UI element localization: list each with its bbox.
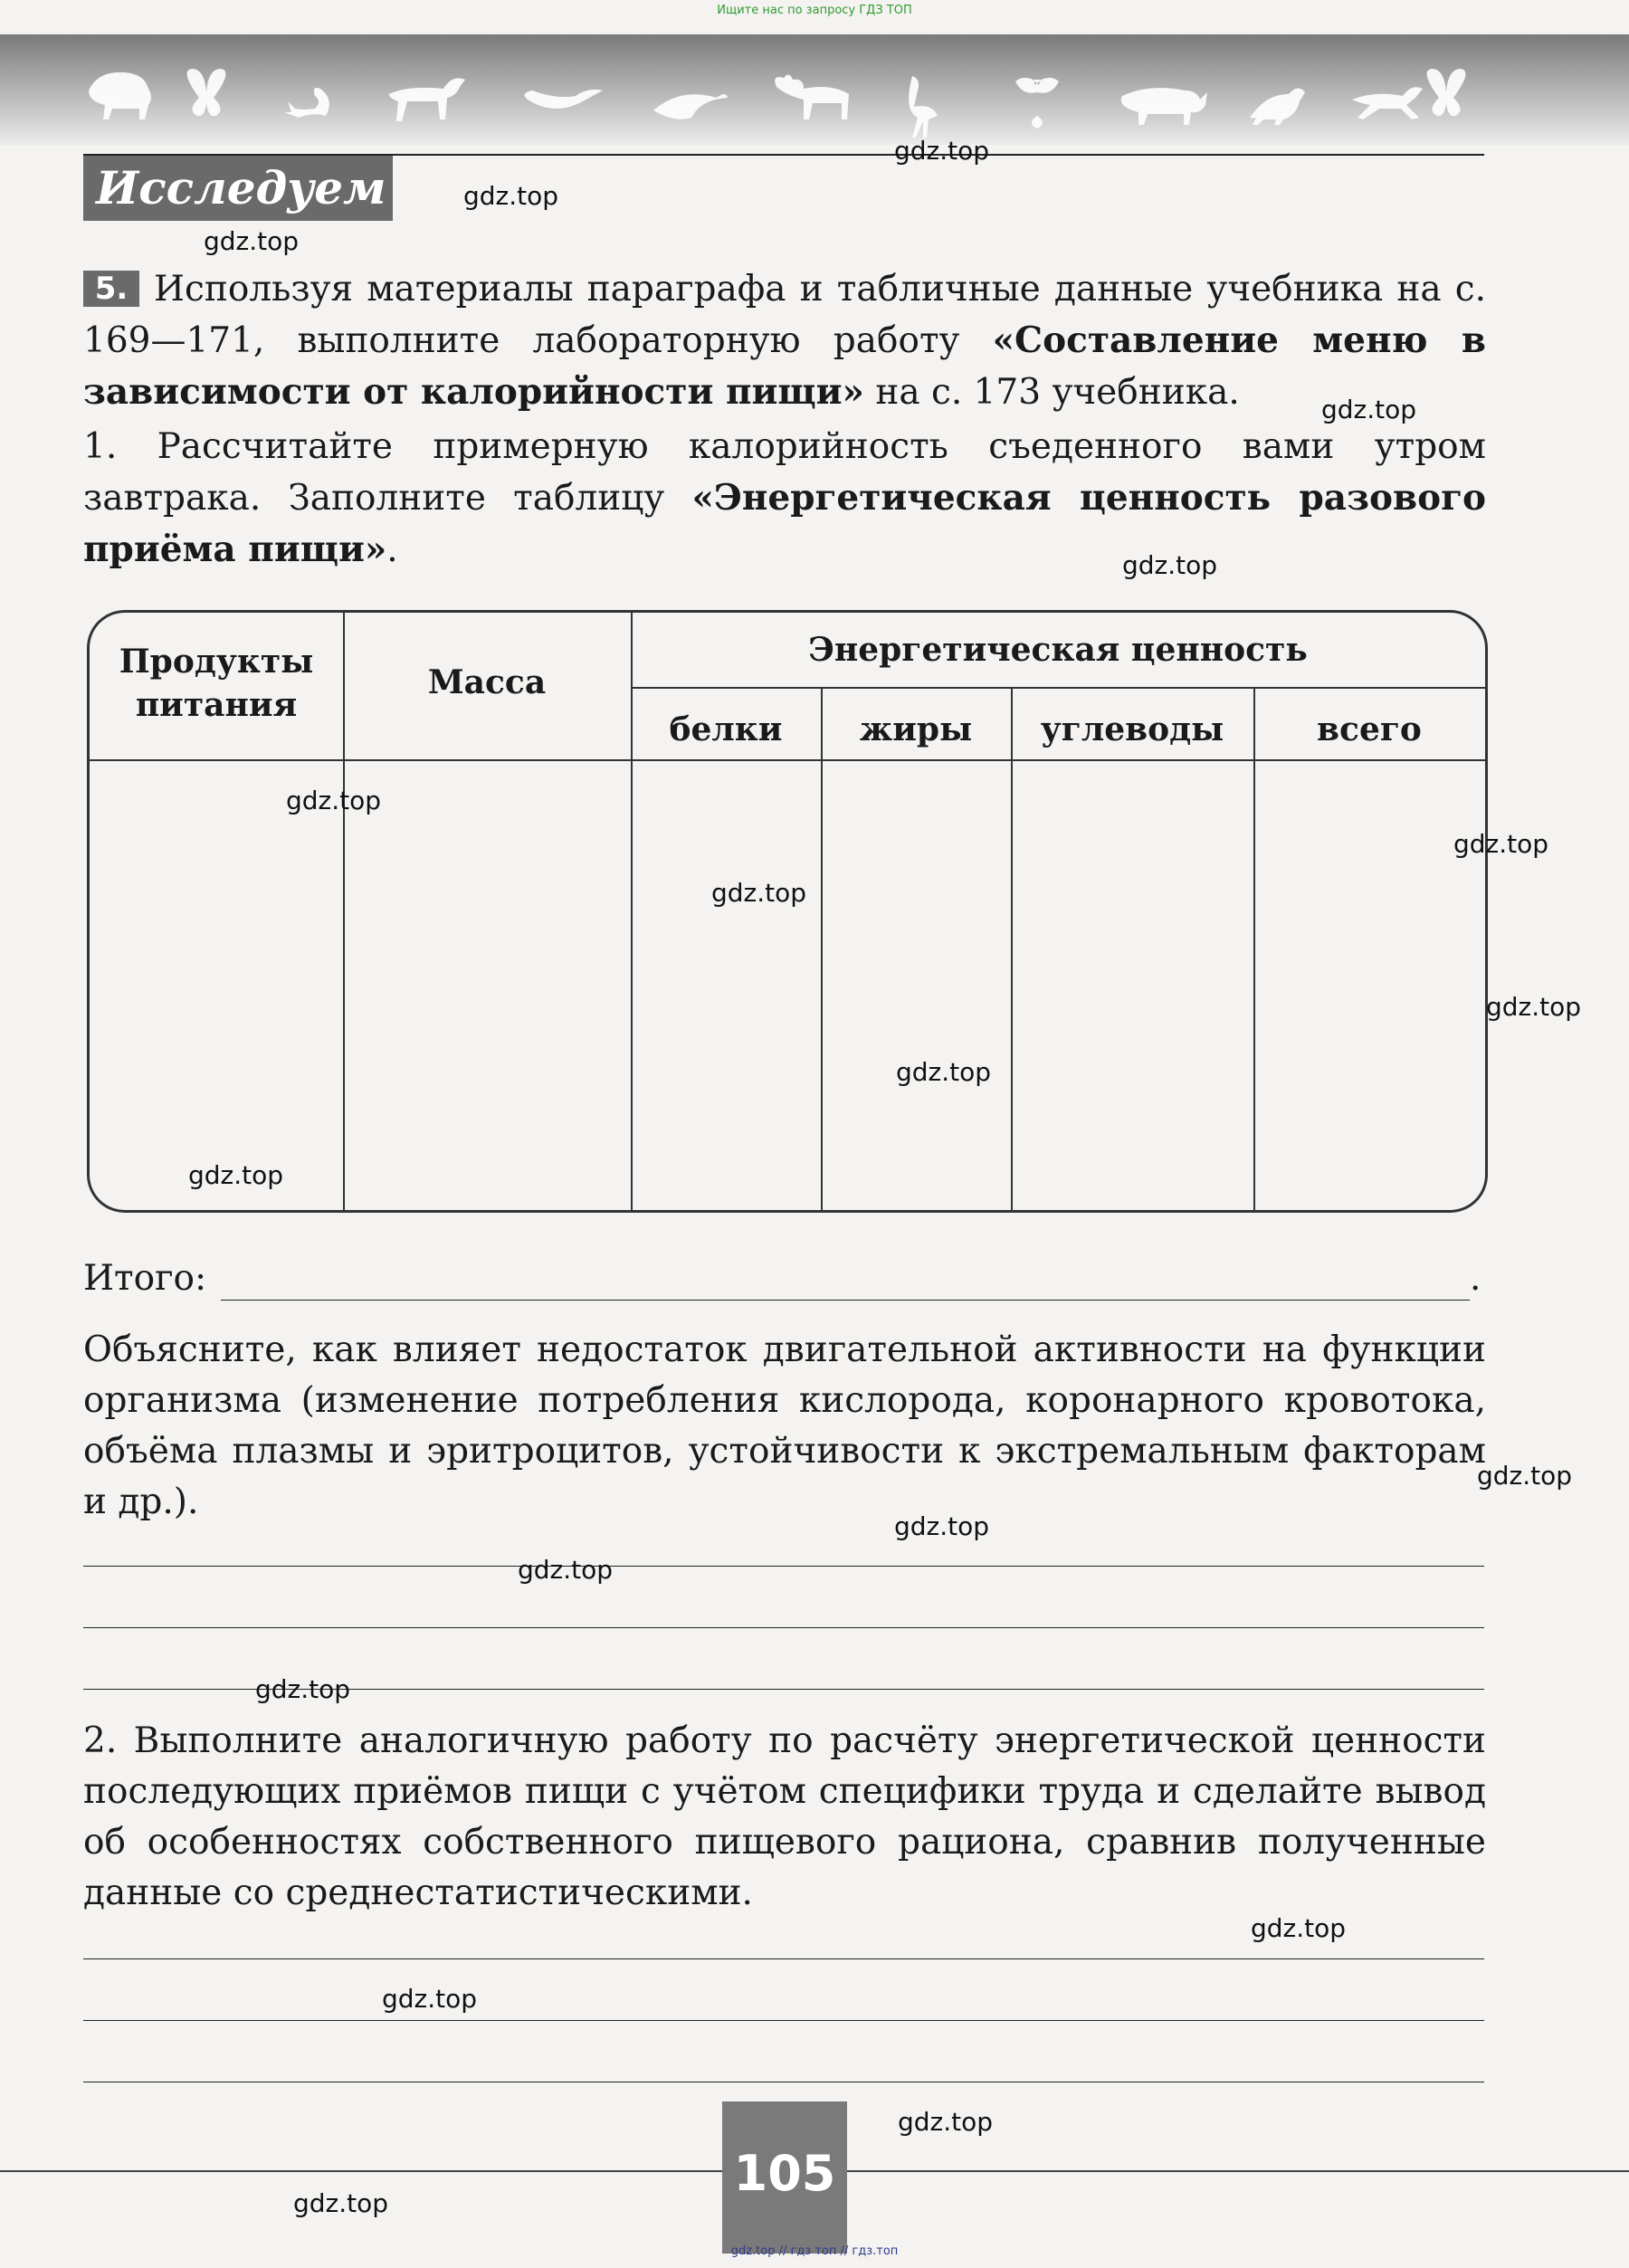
footer-rule-left [0, 2170, 722, 2172]
watermark: gdz.top [382, 1984, 478, 2014]
section-label: Исследуем [83, 156, 393, 221]
table-col-divider [343, 613, 345, 1210]
answer-line[interactable] [83, 2020, 1484, 2021]
total-period: . [1470, 1258, 1481, 1299]
item-1-paragraph [83, 422, 1486, 576]
watermark: gdz.top [1251, 1913, 1347, 1943]
total-answer-line[interactable] [221, 1300, 1470, 1301]
table-col-divider [631, 613, 633, 1210]
item-2-paragraph: 2. Выполните аналогичную работу по расчёту энергетической ценности последующих приёмов пищи с учётом специфики труда и сделайте вывод об особенностях собственного пищевого рациона, сравнив полученные данные со среднестатистическими. [83, 1720, 1486, 1913]
watermark: gdz.top [518, 1555, 614, 1585]
bottom-notice: gdz.top // гдз топ // гдз.топ [730, 2244, 899, 2258]
total-label: Итого: [83, 1258, 207, 1299]
item-1-text-2: . [386, 529, 398, 570]
watermark: gdz.top [255, 1674, 351, 1704]
watermark: gdz.top [1486, 992, 1582, 1022]
table-col-divider [1253, 687, 1255, 1210]
answer-line[interactable] [83, 1627, 1484, 1628]
watermark: gdz.top [896, 1057, 992, 1087]
explain-paragraph: Объясните, как влияет недостаток двигательной активности на функции организма (изменение потребления кислорода, коронарного кровотока, объёма плазмы и эритроцитов, устойчивости к экстремальным факторам и др.). [83, 1329, 1486, 1522]
table-subheader-line [631, 687, 1485, 689]
table-col-divider [1011, 687, 1013, 1210]
task-5-text-2: на с. 173 учебника. [863, 372, 1240, 413]
watermark: gdz.top [1477, 1461, 1573, 1491]
footer-rule-right [847, 2170, 1629, 2172]
col-header-carbs: углеводы [1040, 710, 1224, 748]
watermark: gdz.top [1122, 550, 1218, 580]
item-1-text-1: 1. Рассчитайте примерную калорийность съеденного вами утром завтрака. Заполните таблицу [83, 426, 1486, 519]
col-header-energy: Энергетическая ценность [808, 631, 1308, 669]
watermark: gdz.top [463, 181, 559, 211]
watermark: gdz.top [204, 226, 300, 256]
watermark: gdz.top [293, 2188, 389, 2218]
task-5-text-1: Используя материалы параграфа и табличные данные учебника на с. 169—171, выполните лабораторную работу [83, 269, 1486, 361]
watermark: gdz.top [286, 786, 382, 815]
col-header-products: Продукты питания [119, 643, 314, 724]
answer-line[interactable] [83, 1566, 1484, 1567]
task-number-badge: 5. [83, 271, 139, 307]
item-1-table-title: «Энергетическая ценность разового приёма пищи» [83, 477, 1486, 570]
table-col-divider [821, 687, 823, 1210]
watermark: gdz.top [1453, 829, 1549, 859]
top-notice: Ищите нас по запросу ГДЗ ТОП [717, 4, 912, 17]
watermark: gdz.top [894, 136, 990, 166]
header-banner [0, 34, 1629, 145]
answer-line[interactable] [83, 1958, 1484, 1959]
watermark: gdz.top [1321, 395, 1417, 424]
watermark: gdz.top [894, 1511, 990, 1541]
animal-silhouettes-icon [0, 34, 1629, 145]
watermark: gdz.top [898, 2107, 994, 2137]
task-5-lab-title: «Составление меню в зависимости от калорийности пищи» [83, 319, 1486, 413]
col-header-mass: Масса [427, 663, 547, 701]
col-header-total: всего [1317, 710, 1422, 748]
table-header-line [90, 759, 1485, 761]
task-5-paragraph [83, 264, 1486, 418]
energy-value-table [87, 610, 1488, 1213]
page-number: 105 [722, 2101, 847, 2254]
watermark: gdz.top [711, 878, 807, 908]
col-header-proteins: белки [669, 710, 783, 748]
watermark: gdz.top [188, 1160, 284, 1190]
col-header-fats: жиры [859, 710, 973, 748]
